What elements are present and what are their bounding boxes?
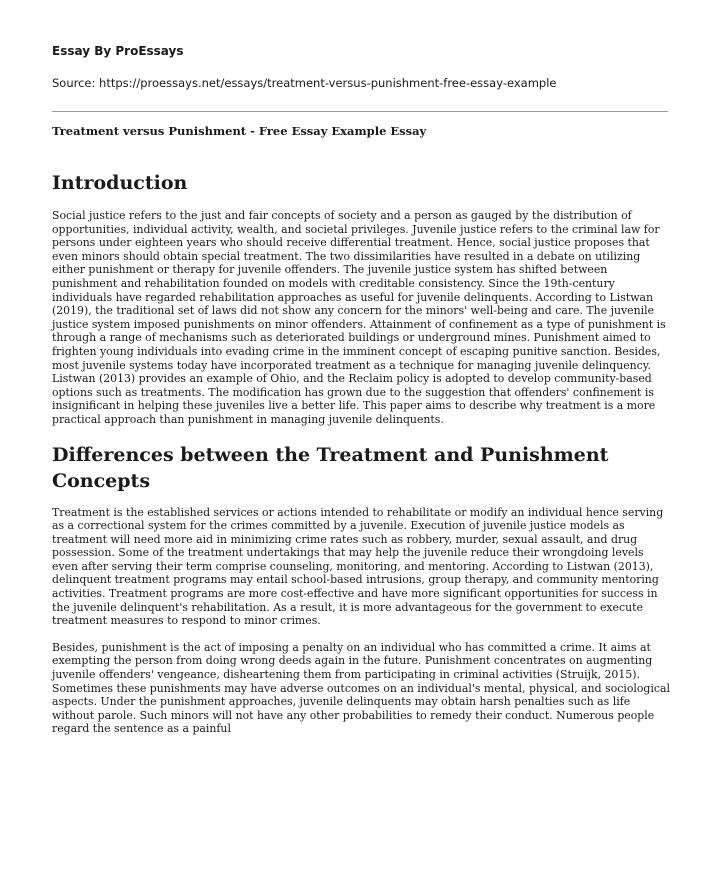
document-title: Treatment versus Punishment - Free Essay Example Essay <box>52 124 427 138</box>
essay-brand: Essay By ProEssays <box>52 44 184 58</box>
essay-body <box>52 170 670 736</box>
treatment-paragraph: Treatment is the established services or actions intended to rehabilitate or modify an individual hence serving as a correctional system for the crimes committed by a juvenile. Execution of juvenile justice models as treatment will need more aid in minimizing crime rates such as robbery, murder, sexual assault, and drug possession. Some of the treatment undertakings that may help the juvenile reduce their wrongdoing levels even after serving their term comprise counseling, monitoring, and mentoring. According to Listwan (2013), delinquent treatment programs may entail school-based intrusions, group therapy, and community mentoring activities. Treatment programs are more cost-effective and have more significant opportunities for success in the juvenile delinquent's rehabilitation. As a result, it is more advantageous for the government to execute treatment measures to respond to minor crimes. <box>52 505 664 628</box>
essay-source-url: Source: https://proessays.net/essays/treatment-versus-punishment-free-essay-example <box>52 76 557 90</box>
section-heading-differences: Differences between the Treatment and Punishment Concepts <box>52 443 609 492</box>
section-heading-introduction: Introduction <box>52 172 188 194</box>
intro-paragraph: Social justice refers to the just and fair concepts of society and a person as gauged by the distribution of opportunities, individual activity, wealth, and societal privileges. Juvenile justice refers to the criminal law for persons under eighteen years who should receive differential treatment. Hence, social justice proposes that even minors should obtain special treatment. The two dissimilarities have resulted in a debate on utilizing either punishment or therapy for juvenile offenders. The juvenile justice system has shifted between punishment and rehabilitation founded on models with creditable consistency. Since the 19th-century individuals have regarded rehabilitation approaches as useful for juvenile delinquents. According to Listwan (2019), the traditional set of laws did not show any concern for the minors' well-being and care. The juvenile justice system imposed punishments on minor offenders. Attainment of confinement as a type of punishment is through a range of mechanisms such as deteriorated buildings or underground mines. Punishment aimed to frighten young individuals into evading crime in the imminent concept of escaping punitive sanction. Besides, most juvenile systems today have incorporated treatment as a technique for managing juvenile delinquency. Listwan (2013) provides an example of Ohio, and the Reclaim policy is adopted to develop community-based options such as treatments. The modification has grown due to the suggestion that offenders' confinement is insignificant in helping these juveniles live a better life. This paper aims to describe why treatment is a more practical approach than punishment in managing juvenile delinquents. <box>52 209 666 426</box>
header-divider <box>52 111 668 112</box>
punishment-paragraph: Besides, punishment is the act of imposing a penalty on an individual who has committed a crime. It aims at exempting the person from doing wrong deeds again in the future. Punishment concentrates on augmenting juvenile offenders' vengeance, disheartening them from participating in criminal activities (Struijk, 2015). Sometimes these punishments may have adverse outcomes on an individual's mental, physical, and sociological aspects. Under the punishment approaches, juvenile delinquents may obtain harsh penalties such as life without parole. Such minors will not have any other probabilities to remedy their conduct. Numerous people regard the sentence as a painful <box>52 640 670 736</box>
